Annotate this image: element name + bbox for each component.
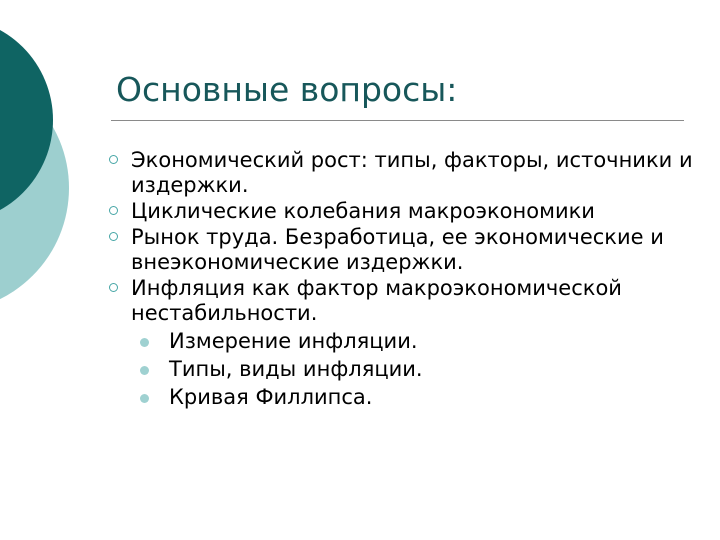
title-divider bbox=[111, 120, 684, 121]
sub-item-text: Измерение инфляции. bbox=[169, 329, 418, 353]
bullet-list bbox=[108, 148, 708, 410]
bullet-item-inflation bbox=[108, 276, 708, 410]
ring-bullet-icon bbox=[109, 283, 118, 292]
bullet-text: Рынок труда. Безработица, ее экономические и внеэкономические издержки. bbox=[131, 225, 664, 274]
sub-item-text: Кривая Филлипса. bbox=[169, 385, 373, 409]
ring-bullet-icon bbox=[109, 155, 118, 164]
bullet-text: Экономический рост: типы, факторы, источники и издержки. bbox=[131, 148, 693, 197]
bullet-item-economic-growth bbox=[108, 148, 708, 198]
sub-item-phillips-curve bbox=[131, 385, 708, 410]
sub-item-inflation-types bbox=[131, 357, 708, 382]
ring-bullet-icon bbox=[109, 206, 118, 215]
slide-content bbox=[108, 148, 708, 411]
sub-item-inflation-measurement bbox=[131, 329, 708, 354]
bullet-text: Циклические колебания макроэкономики bbox=[131, 199, 595, 223]
bullet-text: Инфляция как фактор макроэкономической нестабильности. bbox=[131, 276, 622, 325]
bullet-item-cyclical-fluctuations bbox=[108, 199, 708, 224]
sub-item-text: Типы, виды инфляции. bbox=[169, 357, 423, 381]
dot-bullet-icon bbox=[140, 394, 149, 403]
dot-bullet-icon bbox=[140, 366, 149, 375]
dot-bullet-icon bbox=[140, 338, 149, 347]
slide-title: Основные вопросы: bbox=[116, 70, 458, 109]
bullet-item-labor-market bbox=[108, 225, 708, 275]
sub-bullet-list bbox=[131, 329, 708, 410]
ring-bullet-icon bbox=[109, 232, 118, 241]
